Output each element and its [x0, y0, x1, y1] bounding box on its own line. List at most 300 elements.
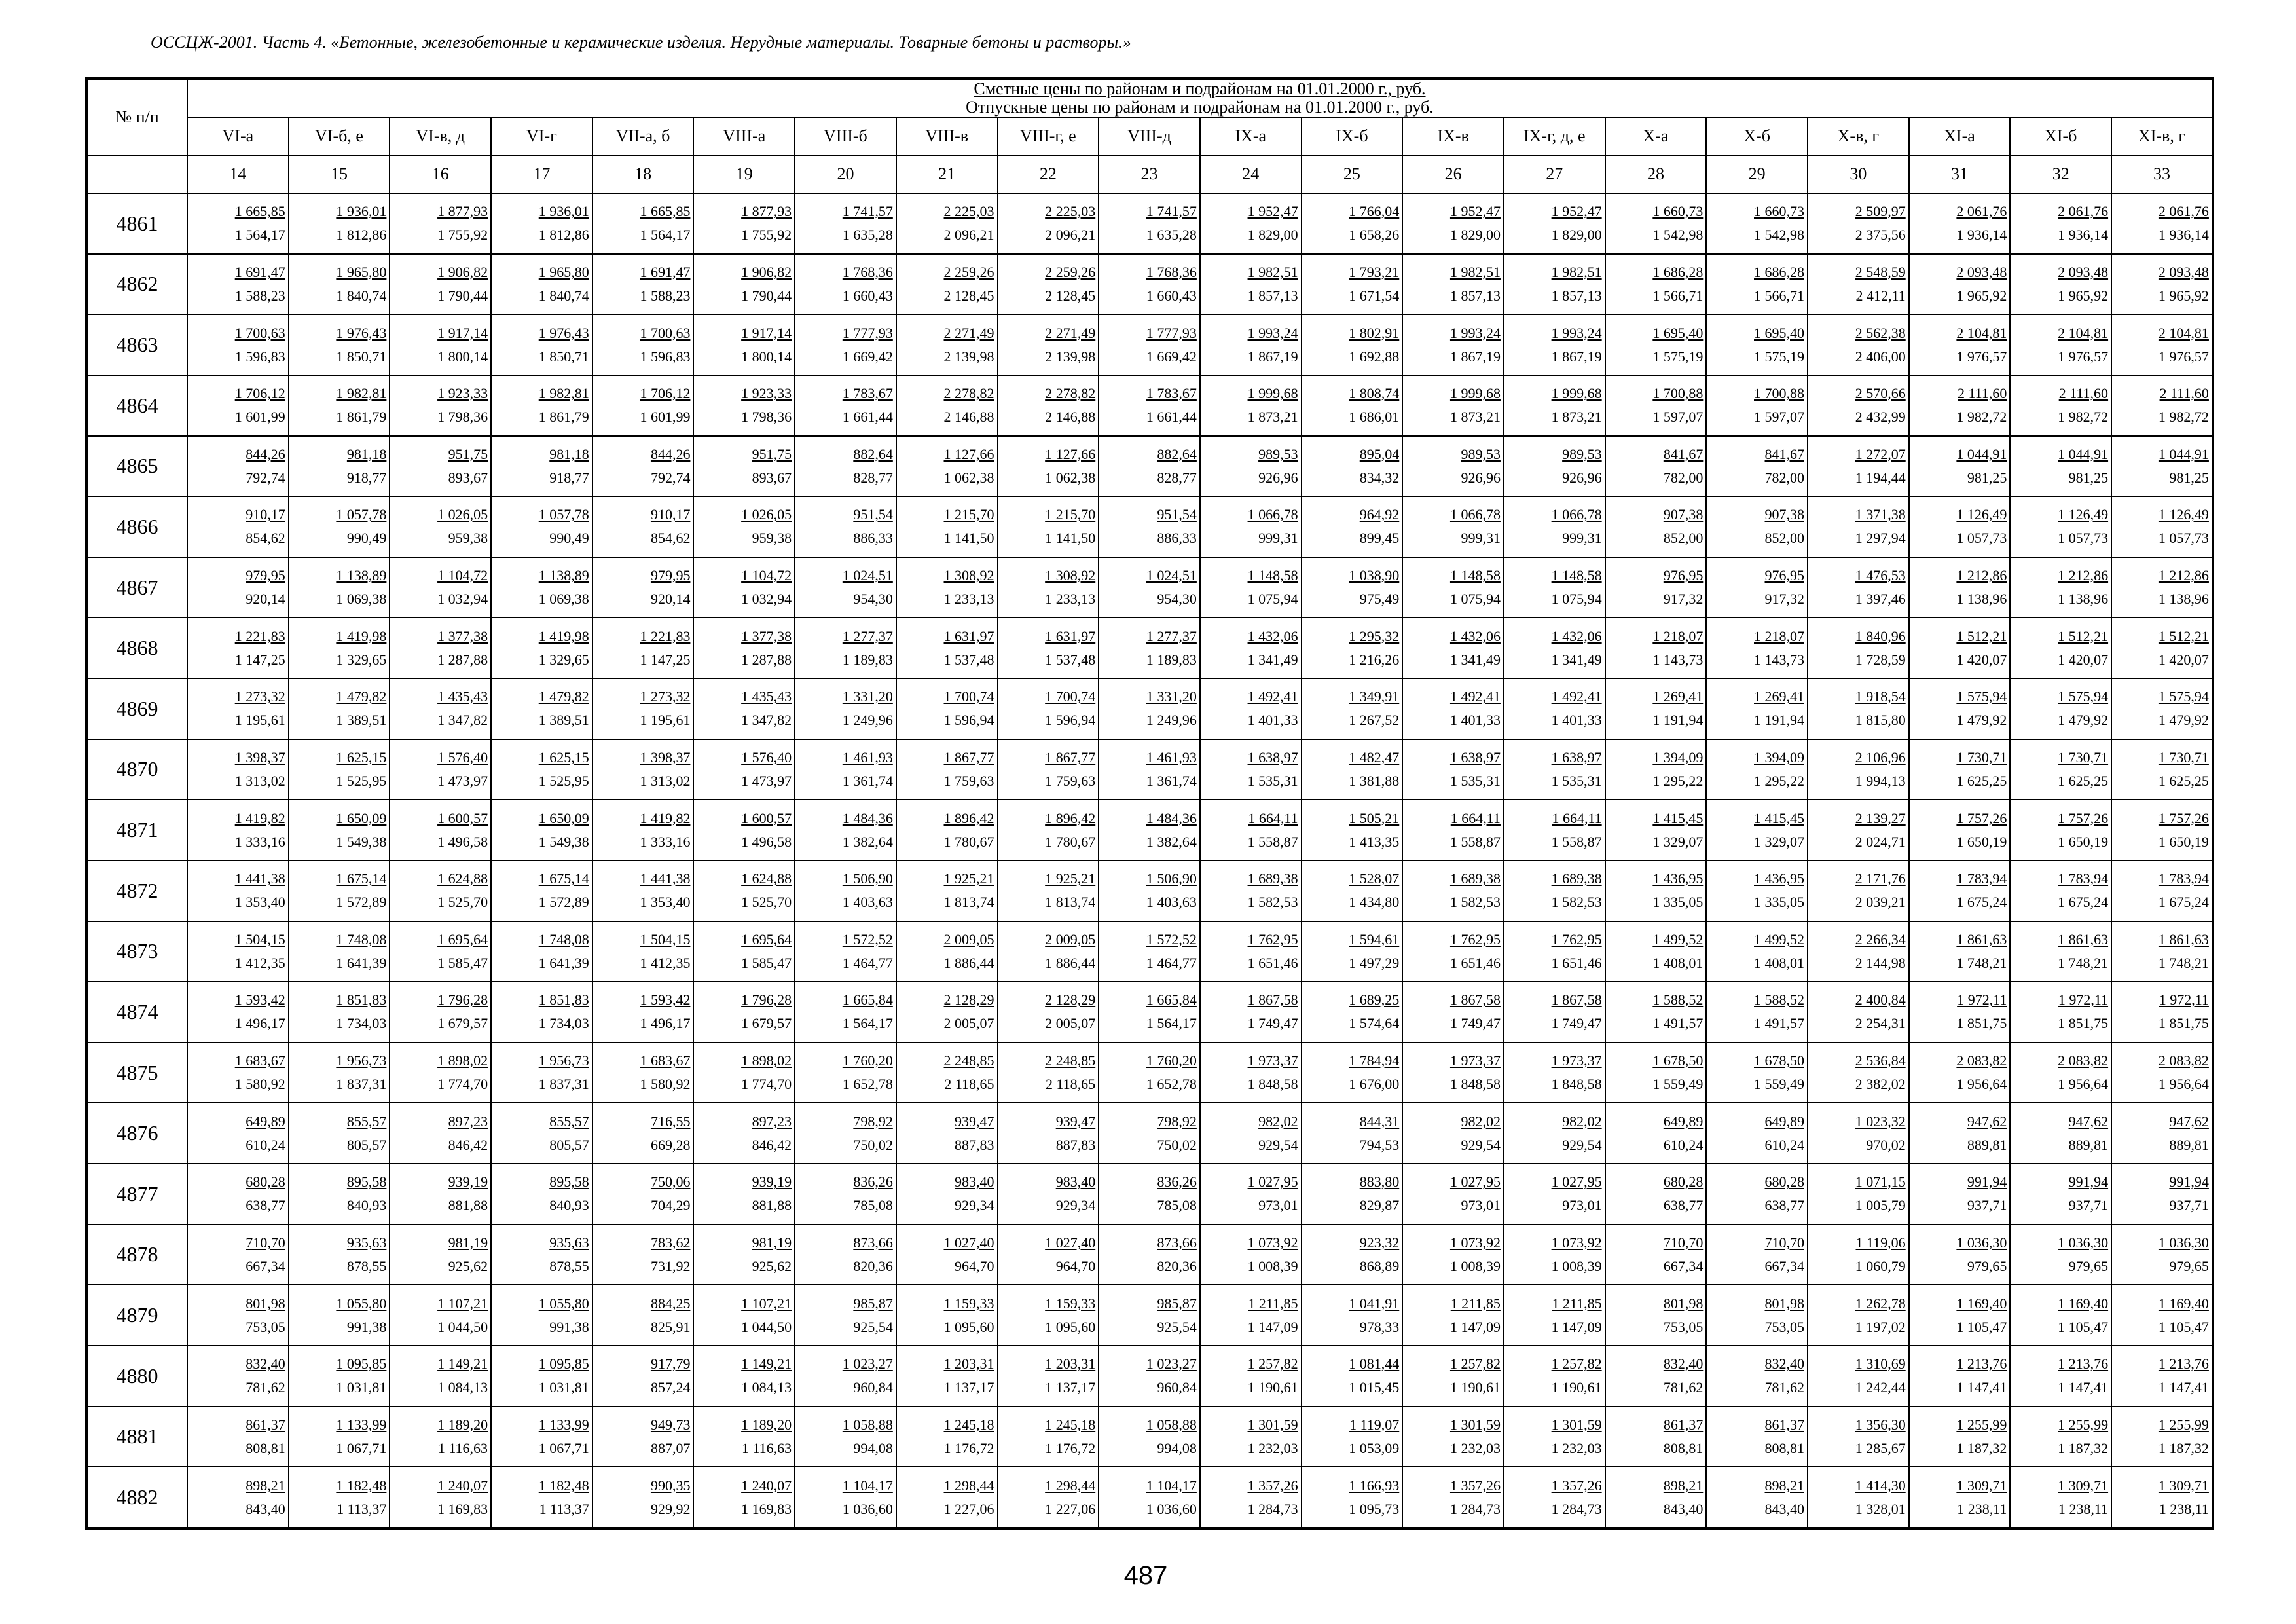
price-cell — [1808, 618, 1909, 678]
release-price: 1 238,11 — [2159, 1500, 2209, 1517]
release-price: 1 408,01 — [1652, 954, 1704, 971]
price-cell — [1402, 1225, 1504, 1285]
price-cell — [1504, 1346, 1605, 1407]
estimated-price: 1 572,52 — [1146, 931, 1197, 948]
release-price: 1 189,83 — [842, 651, 893, 668]
release-price: 1 227,06 — [1045, 1500, 1096, 1517]
estimated-price: 1 055,80 — [538, 1295, 589, 1312]
estimated-price: 976,95 — [1764, 567, 1804, 584]
estimated-price: 2 536,84 — [1855, 1052, 1906, 1069]
estimated-price: 1 678,50 — [1652, 1052, 1704, 1069]
estimated-price: 2 104,81 — [1956, 324, 2007, 341]
release-price: 1 798,36 — [741, 409, 792, 426]
estimated-price: 1 245,18 — [1045, 1416, 1096, 1433]
release-price: 1 242,44 — [1855, 1379, 1906, 1396]
price-cell — [2010, 678, 2111, 739]
estimated-price: 844,26 — [650, 445, 691, 462]
estimated-price: 1 982,81 — [538, 385, 589, 402]
estimated-price: 1 308,92 — [1045, 567, 1096, 584]
estimated-price: 882,64 — [1157, 445, 1197, 462]
table-row — [86, 1043, 2213, 1103]
release-price: 1 850,71 — [538, 348, 589, 365]
release-price: 1 069,38 — [538, 591, 589, 608]
estimated-price: 1 917,14 — [741, 324, 792, 341]
estimated-price: 1 861,63 — [1956, 931, 2007, 948]
column-number: 26 — [1402, 155, 1504, 193]
estimated-price: 1 203,31 — [1045, 1356, 1096, 1373]
release-price: 610,24 — [1764, 1136, 1804, 1153]
release-price: 785,08 — [853, 1197, 893, 1214]
region-header: IX-в — [1402, 117, 1504, 155]
price-cell — [1808, 436, 1909, 497]
release-price: 991,38 — [549, 1318, 589, 1335]
estimated-price: 1 119,07 — [1349, 1416, 1400, 1433]
release-price: 881,88 — [448, 1197, 488, 1214]
estimated-price: 979,95 — [246, 567, 285, 584]
release-price: 1 982,72 — [2058, 409, 2109, 426]
release-price: 1 976,57 — [1956, 348, 2007, 365]
price-cell — [2111, 921, 2213, 982]
price-cell — [1302, 1103, 1403, 1164]
estimated-price: 1 783,67 — [1146, 385, 1197, 402]
price-cell — [491, 1103, 592, 1164]
price-cell — [1402, 1043, 1504, 1103]
estimated-price: 1 965,80 — [538, 263, 589, 280]
estimated-price: 1 095,85 — [336, 1356, 387, 1373]
price-cell — [1099, 678, 1200, 739]
price-cell — [1200, 254, 1302, 315]
estimated-price: 1 762,95 — [1247, 931, 1298, 948]
estimated-price: 1 461,93 — [842, 748, 893, 766]
price-cell — [187, 1103, 289, 1164]
release-price: 959,38 — [752, 530, 792, 547]
release-price: 899,45 — [1359, 530, 1400, 547]
estimated-price: 1 982,51 — [1551, 263, 1602, 280]
price-cell — [2111, 1285, 2213, 1346]
price-cell — [390, 314, 491, 375]
estimated-price: 1 689,38 — [1551, 870, 1602, 887]
estimated-price: 1 695,40 — [1754, 324, 1804, 341]
estimated-price: 1 952,47 — [1449, 203, 1501, 220]
estimated-price: 832,40 — [1764, 1356, 1804, 1373]
price-cell — [1402, 982, 1504, 1043]
estimated-price: 1 675,14 — [336, 870, 387, 887]
estimated-price: 1 793,21 — [1349, 263, 1400, 280]
price-cell — [795, 800, 896, 860]
release-price: 825,91 — [650, 1318, 691, 1335]
row-number: 4872 — [86, 860, 187, 921]
price-cell — [1605, 1225, 1707, 1285]
release-price: 1 284,73 — [1551, 1500, 1602, 1517]
estimated-price: 2 225,03 — [943, 203, 994, 220]
release-price: 2 146,88 — [1045, 409, 1096, 426]
price-cell — [1808, 557, 1909, 618]
estimated-price: 2 111,60 — [2159, 385, 2209, 402]
price-cell — [1605, 1467, 1707, 1528]
price-cell — [1605, 982, 1707, 1043]
price-cell — [1504, 436, 1605, 497]
estimated-price: 1 877,93 — [741, 203, 792, 220]
estimated-price: 1 104,72 — [741, 567, 792, 584]
release-price: 1 790,44 — [741, 287, 792, 304]
release-price: 1 044,50 — [741, 1318, 792, 1335]
release-price: 1 886,44 — [1045, 954, 1096, 971]
estimated-price: 1 783,94 — [1956, 870, 2007, 887]
estimated-price: 991,94 — [1967, 1173, 2007, 1190]
release-price: 964,70 — [1055, 1257, 1096, 1274]
release-price: 926,96 — [1258, 469, 1298, 486]
estimated-price: 2 171,76 — [1855, 870, 1906, 887]
price-cell — [1200, 1346, 1302, 1407]
price-cell — [289, 618, 390, 678]
price-cell — [491, 1346, 592, 1407]
estimated-price: 1 572,52 — [842, 931, 893, 948]
estimated-price: 1 861,63 — [2158, 931, 2209, 948]
estimated-price: 1 432,06 — [1247, 627, 1298, 644]
price-cell — [1808, 496, 1909, 557]
release-price: 1 329,65 — [538, 651, 589, 668]
estimated-price: 1 638,97 — [1247, 748, 1298, 766]
estimated-price: 844,31 — [1359, 1113, 1400, 1130]
release-price: 959,38 — [448, 530, 488, 547]
price-cell — [592, 860, 694, 921]
estimated-price: 2 104,81 — [2058, 324, 2109, 341]
estimated-price: 1 058,88 — [842, 1416, 893, 1433]
estimated-price: 1 277,37 — [842, 627, 893, 644]
estimated-price: 710,70 — [246, 1234, 285, 1251]
price-cell — [1302, 1407, 1403, 1467]
price-cell — [693, 1103, 795, 1164]
estimated-price: 1 221,83 — [640, 627, 691, 644]
release-price: 1 829,00 — [1247, 227, 1298, 244]
price-cell — [289, 193, 390, 254]
release-price: 1 497,29 — [1349, 954, 1400, 971]
estimated-price: 2 259,26 — [943, 263, 994, 280]
price-cell — [1402, 800, 1504, 860]
row-number: 4869 — [86, 678, 187, 739]
price-cell — [998, 800, 1099, 860]
release-price: 1 812,86 — [336, 227, 387, 244]
release-price: 1 313,02 — [234, 772, 285, 789]
price-cell — [693, 1043, 795, 1103]
release-price: 1 566,71 — [1652, 287, 1704, 304]
price-cell — [289, 1285, 390, 1346]
estimated-price: 1 419,82 — [640, 809, 691, 826]
release-price: 1 479,92 — [2058, 712, 2109, 729]
release-price: 843,40 — [1764, 1500, 1804, 1517]
estimated-price: 1 762,95 — [1551, 931, 1602, 948]
release-price: 792,74 — [246, 469, 285, 486]
release-price: 1 734,03 — [336, 1015, 387, 1032]
release-price: 1 479,92 — [1956, 712, 2007, 729]
release-price: 1 956,64 — [1956, 1076, 2007, 1093]
estimated-price: 1 700,88 — [1754, 385, 1804, 402]
price-cell — [1402, 193, 1504, 254]
estimated-price: 1 301,59 — [1247, 1416, 1298, 1433]
release-price: 1 572,89 — [336, 894, 387, 911]
column-number: 22 — [998, 155, 1099, 193]
price-cell — [693, 375, 795, 436]
price-cell — [1200, 1407, 1302, 1467]
price-cell — [491, 193, 592, 254]
price-cell — [2111, 1407, 2213, 1467]
release-prices-title: Отпускные цены по районам и подрайонам на 01.01.2000 г., руб. — [966, 98, 1434, 117]
price-cell — [1099, 982, 1200, 1043]
release-price: 1 194,44 — [1855, 469, 1906, 486]
price-cell — [795, 254, 896, 315]
price-cell — [795, 1103, 896, 1164]
release-price: 1 067,71 — [538, 1439, 589, 1456]
release-price: 750,02 — [1157, 1136, 1197, 1153]
release-price: 1 036,60 — [842, 1500, 893, 1517]
row-number: 4877 — [86, 1164, 187, 1225]
price-cell — [1909, 1285, 2011, 1346]
price-cell — [2010, 982, 2111, 1043]
release-price: 1 692,88 — [1349, 348, 1400, 365]
price-cell — [1402, 618, 1504, 678]
release-price: 1 062,38 — [943, 469, 994, 486]
release-price: 973,01 — [1562, 1197, 1602, 1214]
estimated-price: 1 257,82 — [1247, 1356, 1298, 1373]
estimated-price: 1 808,74 — [1349, 385, 1400, 402]
estimated-price: 1 432,06 — [1551, 627, 1602, 644]
region-header: XI-в, г — [2111, 117, 2213, 155]
release-price: 1 031,81 — [538, 1379, 589, 1396]
release-price: 1 542,98 — [1754, 227, 1804, 244]
price-cell — [1605, 1103, 1707, 1164]
release-price: 1 549,38 — [336, 833, 387, 850]
estimated-price: 1 575,94 — [2158, 688, 2209, 705]
row-number: 4876 — [86, 1103, 187, 1164]
region-header: VII-а, б — [592, 117, 694, 155]
estimated-price: 939,19 — [752, 1173, 792, 1190]
estimated-price: 1 189,20 — [437, 1416, 488, 1433]
estimated-price: 1 257,82 — [1551, 1356, 1602, 1373]
estimated-price: 1 600,57 — [437, 809, 488, 826]
estimated-price: 1 055,80 — [336, 1295, 387, 1312]
price-cell — [491, 1164, 592, 1225]
estimated-price: 798,92 — [1157, 1113, 1197, 1130]
estimated-price: 990,35 — [650, 1477, 691, 1494]
release-price: 1 976,57 — [2058, 348, 2109, 365]
price-cell — [795, 678, 896, 739]
estimated-price: 1 760,20 — [842, 1052, 893, 1069]
estimated-price: 1 107,21 — [437, 1295, 488, 1312]
price-cell — [1605, 678, 1707, 739]
price-cell — [1706, 496, 1808, 557]
price-cell — [1605, 860, 1707, 921]
release-price: 1 525,70 — [741, 894, 792, 911]
price-cell — [1302, 921, 1403, 982]
price-cell — [998, 1346, 1099, 1407]
release-price: 1 537,48 — [943, 651, 994, 668]
estimated-price: 2 562,38 — [1855, 324, 1906, 341]
estimated-price: 2 083,82 — [2058, 1052, 2109, 1069]
release-price: 820,36 — [1157, 1257, 1197, 1274]
price-cell — [795, 1285, 896, 1346]
estimated-price: 1 482,47 — [1349, 748, 1400, 766]
release-price: 1 748,21 — [1956, 954, 2007, 971]
price-cell — [1504, 1407, 1605, 1467]
release-price: 1 329,07 — [1652, 833, 1704, 850]
estimated-price: 1 138,89 — [538, 567, 589, 584]
estimated-price: 1 277,37 — [1146, 627, 1197, 644]
release-price: 852,00 — [1663, 530, 1704, 547]
release-price: 638,77 — [1764, 1197, 1804, 1214]
estimated-price: 1 867,58 — [1449, 991, 1501, 1008]
estimated-price: 1 706,12 — [640, 385, 691, 402]
release-price: 1 650,19 — [2158, 833, 2209, 850]
table-row — [86, 1285, 2213, 1346]
estimated-price: 1 169,40 — [2158, 1295, 2209, 1312]
estimated-price: 1 504,15 — [234, 931, 285, 948]
release-price: 1 669,42 — [842, 348, 893, 365]
release-price: 1 403,63 — [842, 894, 893, 911]
price-cell — [187, 436, 289, 497]
release-price: 1 295,22 — [1652, 772, 1704, 789]
estimated-price: 1 476,53 — [1855, 567, 1906, 584]
release-price: 1 851,75 — [2158, 1015, 2209, 1032]
release-price: 1 138,96 — [1956, 591, 2007, 608]
release-price: 1 044,50 — [437, 1318, 488, 1335]
price-cell — [1302, 1225, 1403, 1285]
price-cell — [1099, 618, 1200, 678]
price-cell — [795, 436, 896, 497]
release-price: 881,88 — [752, 1197, 792, 1214]
release-price: 1 464,77 — [1146, 954, 1197, 971]
release-price: 1 651,46 — [1551, 954, 1602, 971]
release-price: 1 008,39 — [1551, 1257, 1602, 1274]
release-price: 2 005,07 — [1045, 1015, 1096, 1032]
number-column-header: № п/п — [86, 79, 187, 155]
estimated-price: 1 357,26 — [1449, 1477, 1501, 1494]
release-price: 840,93 — [549, 1197, 589, 1214]
price-cell — [896, 1346, 998, 1407]
release-price: 1 075,94 — [1449, 591, 1501, 608]
price-cell — [896, 618, 998, 678]
release-price: 1 675,24 — [2058, 894, 2109, 911]
price-cell — [592, 375, 694, 436]
release-price: 1 067,71 — [336, 1439, 387, 1456]
release-price: 852,00 — [1764, 530, 1804, 547]
price-cell — [1099, 1285, 1200, 1346]
release-price: 1 774,70 — [741, 1076, 792, 1093]
column-number: 14 — [187, 155, 289, 193]
release-price: 1 848,58 — [1247, 1076, 1298, 1093]
release-price: 937,71 — [2068, 1197, 2109, 1214]
estimated-price: 1 867,58 — [1551, 991, 1602, 1008]
price-cell — [592, 1103, 694, 1164]
price-cell — [1909, 921, 2011, 982]
release-price: 1 686,01 — [1349, 409, 1400, 426]
release-price: 1 651,46 — [1247, 954, 1298, 971]
estimated-price: 1 024,51 — [1146, 567, 1197, 584]
table-row — [86, 1346, 2213, 1407]
price-cell — [795, 557, 896, 618]
estimated-price: 1 689,38 — [1449, 870, 1501, 887]
price-cell — [2111, 254, 2213, 315]
price-cell — [795, 1467, 896, 1528]
release-price: 917,32 — [1663, 591, 1704, 608]
estimated-price: 1 432,06 — [1449, 627, 1501, 644]
release-price: 1 095,60 — [943, 1318, 994, 1335]
estimated-price: 1 215,70 — [1045, 506, 1096, 523]
release-price: 1 675,24 — [2158, 894, 2209, 911]
estimated-price: 855,57 — [346, 1113, 387, 1130]
price-cell — [187, 1407, 289, 1467]
release-price: 1 625,25 — [2158, 772, 2209, 789]
estimated-price: 1 625,15 — [538, 748, 589, 766]
price-cell — [1402, 314, 1504, 375]
estimated-price: 1 182,48 — [538, 1477, 589, 1494]
price-cell — [1605, 1407, 1707, 1467]
column-number: 18 — [592, 155, 694, 193]
price-cell — [187, 557, 289, 618]
column-number: 33 — [2111, 155, 2213, 193]
price-cell — [1808, 1043, 1909, 1103]
price-cell — [289, 982, 390, 1043]
price-cell — [896, 557, 998, 618]
price-cell — [390, 739, 491, 800]
estimated-price: 1 398,37 — [640, 748, 691, 766]
release-price: 781,62 — [1663, 1379, 1704, 1396]
release-price: 920,14 — [246, 591, 285, 608]
estimated-price: 1 461,93 — [1146, 748, 1197, 766]
release-price: 1 585,47 — [437, 954, 488, 971]
price-cell — [2111, 1043, 2213, 1103]
release-price: 1 284,73 — [1449, 1500, 1501, 1517]
release-price: 929,54 — [1461, 1136, 1501, 1153]
price-cell — [795, 1043, 896, 1103]
price-cell — [187, 1285, 289, 1346]
price-cell — [693, 1225, 795, 1285]
price-cell — [2010, 1103, 2111, 1164]
release-price: 2 432,99 — [1855, 409, 1906, 426]
price-cell — [896, 496, 998, 557]
release-price: 1 496,17 — [234, 1015, 285, 1032]
price-cell — [896, 1407, 998, 1467]
release-price: 1 936,14 — [2158, 227, 2209, 244]
estimated-price: 836,26 — [1157, 1173, 1197, 1190]
release-price: 1 588,23 — [640, 287, 691, 304]
price-cell — [592, 1407, 694, 1467]
release-price: 886,33 — [853, 530, 893, 547]
estimated-price: 1 691,47 — [234, 263, 285, 280]
release-price: 808,81 — [1764, 1439, 1804, 1456]
release-price: 1 601,99 — [234, 409, 285, 426]
estimated-price: 1 044,91 — [1956, 445, 2007, 462]
price-cell — [390, 800, 491, 860]
release-price: 981,25 — [1967, 469, 2007, 486]
price-cell — [187, 1346, 289, 1407]
price-cell — [1605, 496, 1707, 557]
price-cell — [390, 496, 491, 557]
release-price: 1 341,49 — [1551, 651, 1602, 668]
estimated-price: 1 377,38 — [741, 627, 792, 644]
estimated-price: 1 027,95 — [1551, 1173, 1602, 1190]
estimated-price: 1 665,84 — [1146, 991, 1197, 1008]
estimated-price: 873,66 — [1157, 1234, 1197, 1251]
release-price: 1 641,39 — [538, 954, 589, 971]
price-cell — [1302, 1467, 1403, 1528]
estimated-price: 910,17 — [650, 506, 691, 523]
price-cell — [1504, 739, 1605, 800]
price-cell — [1808, 860, 1909, 921]
price-cell — [1200, 982, 1302, 1043]
release-price: 610,24 — [246, 1136, 285, 1153]
price-cell — [592, 314, 694, 375]
estimated-price: 1 126,49 — [2158, 506, 2209, 523]
